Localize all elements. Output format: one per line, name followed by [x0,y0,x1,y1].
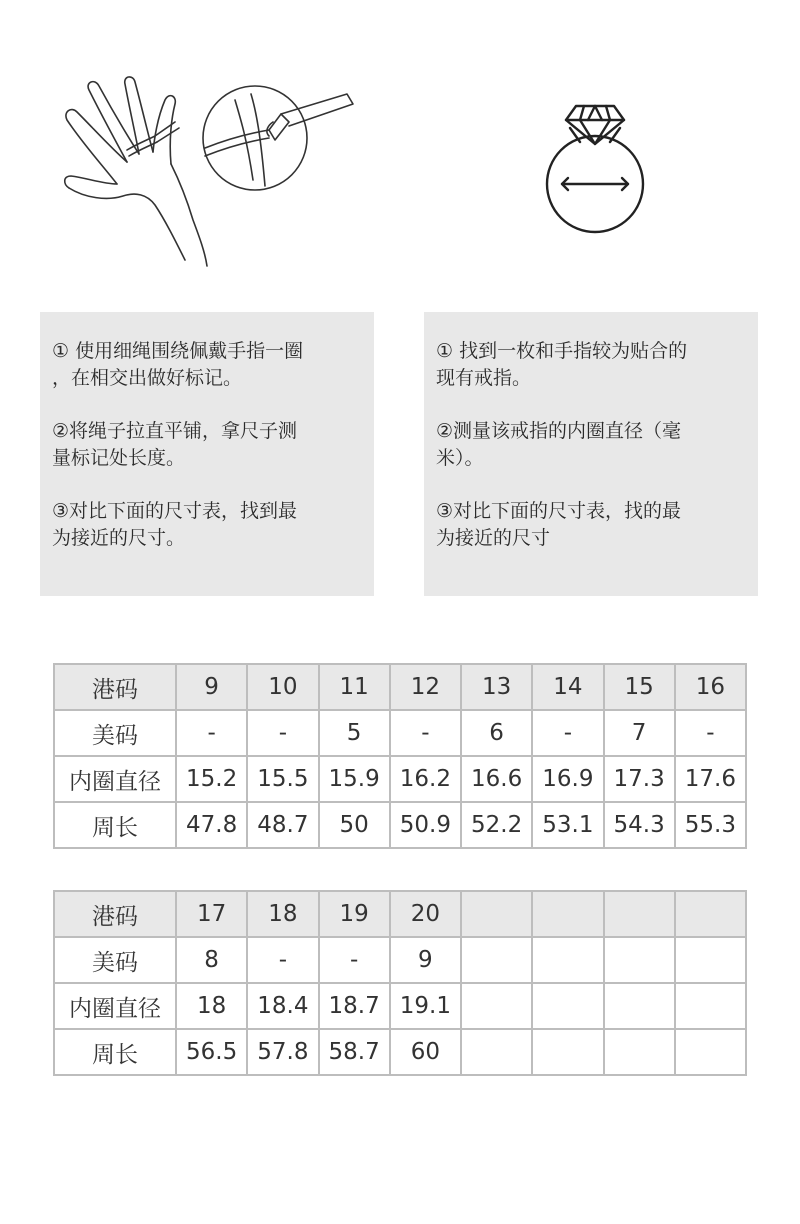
table-cell [461,1029,532,1075]
table-cell: 50 [319,802,390,848]
row-label: 周长 [54,802,176,848]
table-cell: 16.2 [390,756,461,802]
table-cell: 53.1 [532,802,603,848]
table-cell: 17.6 [675,756,746,802]
table-cell [532,1029,603,1075]
table-cell: 17.3 [604,756,675,802]
table-cell [604,891,675,937]
table-cell: 56.5 [176,1029,247,1075]
ring-method-panel [424,312,758,596]
row-label: 内圈直径 [54,983,176,1029]
table-cell [604,1029,675,1075]
table-cell: 18.7 [319,983,390,1029]
table-cell: 18 [247,891,318,937]
table-cell [532,891,603,937]
table-cell [461,937,532,983]
table-cell [461,891,532,937]
row-label: 美码 [54,710,176,756]
table-cell: 12 [390,664,461,710]
table-cell: 19 [319,891,390,937]
row-label: 美码 [54,937,176,983]
table-row [54,983,746,1029]
table-cell: 16.9 [532,756,603,802]
table-cell: 20 [390,891,461,937]
table-cell: 15.9 [319,756,390,802]
table-cell: - [247,937,318,983]
table-row [54,710,746,756]
table-cell: 16 [675,664,746,710]
table-cell: 8 [176,937,247,983]
table-cell: 15 [604,664,675,710]
table-cell: 14 [532,664,603,710]
table-cell: 5 [319,710,390,756]
table-cell: - [390,710,461,756]
size-table-2 [53,890,747,1076]
table-cell: 47.8 [176,802,247,848]
size-table-1 [53,663,747,849]
ring-step-1: ① 找到一枚和手指较为贴合的 现有戒指。 [436,340,688,389]
table-cell: 15.2 [176,756,247,802]
table-cell: 52.2 [461,802,532,848]
table-cell: 18 [176,983,247,1029]
table-cell: 10 [247,664,318,710]
table-cell: 6 [461,710,532,756]
table-cell: 17 [176,891,247,937]
table-cell: - [176,710,247,756]
table-cell: 19.1 [390,983,461,1029]
table-row [54,937,746,983]
ring-diameter-icon [540,98,650,238]
table-cell: - [247,710,318,756]
table-cell: 54.3 [604,802,675,848]
table-cell: 11 [319,664,390,710]
row-label: 港码 [54,891,176,937]
table-row [54,891,746,937]
hand-string-measure-icon [55,70,365,270]
row-label: 周长 [54,1029,176,1075]
table-row [54,664,746,710]
ring-step-3: ③对比下面的尺寸表，找的最 为接近的尺寸 [436,500,682,549]
table-cell: - [319,937,390,983]
table-cell: 13 [461,664,532,710]
ring-step-2: ②测量该戒指的内圈直径（毫 米）。 [436,420,682,469]
table-row [54,1029,746,1075]
table-cell: 18.4 [247,983,318,1029]
string-step-3: ③对比下面的尺寸表，找到最 为接近的尺寸。 [52,500,298,549]
table-cell [532,937,603,983]
table-cell [675,891,746,937]
table-cell [532,983,603,1029]
table-cell: 60 [390,1029,461,1075]
table-cell: 15.5 [247,756,318,802]
table-cell: 7 [604,710,675,756]
table-cell: - [532,710,603,756]
table-cell: 57.8 [247,1029,318,1075]
string-method-panel [40,312,374,596]
table-cell [461,983,532,1029]
table-row [54,802,746,848]
table-cell: 48.7 [247,802,318,848]
table-cell [604,937,675,983]
table-cell [675,983,746,1029]
table-cell: - [675,710,746,756]
string-step-1: ① 使用细绳围绕佩戴手指一圈 ，在相交出做好标记。 [52,340,304,389]
table-cell: 9 [390,937,461,983]
table-cell [604,983,675,1029]
row-label: 港码 [54,664,176,710]
table-cell: 50.9 [390,802,461,848]
table-cell: 55.3 [675,802,746,848]
row-label: 内圈直径 [54,756,176,802]
table-cell: 58.7 [319,1029,390,1075]
string-step-2: ②将绳子拉直平铺，拿尺子测 量标记处长度。 [52,420,298,469]
table-cell [675,937,746,983]
table-cell: 9 [176,664,247,710]
table-cell [675,1029,746,1075]
table-row [54,756,746,802]
table-cell: 16.6 [461,756,532,802]
